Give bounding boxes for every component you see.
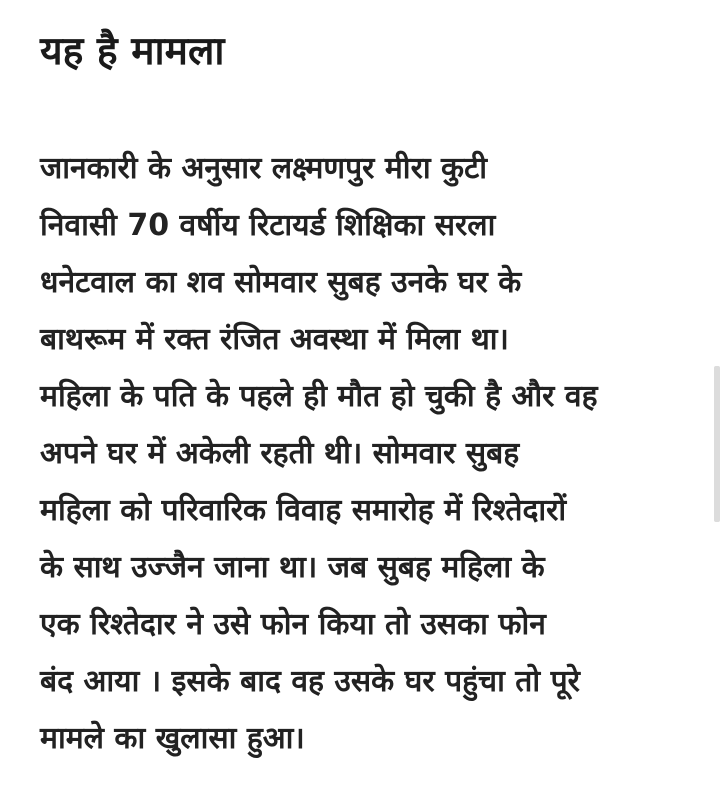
paragraph-line: निवासी 70 वर्षीय रिटायर्ड शिक्षिका सरला: [40, 208, 496, 243]
scrollbar-thumb[interactable]: [714, 366, 720, 522]
article-paragraph: [40, 140, 695, 767]
paragraph-line: जानकारी के अनुसार लक्ष्मणपुर मीरा कुटी: [40, 151, 487, 186]
paragraph-line: महिला के पति के पहले ही मौत हो चुकी है और वह: [40, 379, 598, 414]
paragraph-line: एक रिश्तेदार ने उसे फोन किया तो उसका फोन: [40, 607, 546, 642]
paragraph-line: बाथरूम में रक्त रंजित अवस्था में मिला था।: [40, 322, 509, 357]
paragraph-line: मामले का खुलासा हुआ।: [40, 721, 305, 756]
paragraph-line: बंद आया । इसके बाद वह उसके घर पहुंचा तो पूरे: [40, 664, 580, 699]
paragraph-line: के साथ उज्जैन जाना था। जब सुबह महिला के: [40, 550, 545, 585]
paragraph-line: अपने घर में अकेली रहती थी। सोमवार सुबह: [40, 436, 520, 471]
paragraph-line: महिला को परिवारिक विवाह समारोह में रिश्तेदारों: [40, 493, 567, 528]
paragraph-line: धनेटवाल का शव सोमवार सुबह उनके घर के: [40, 265, 522, 300]
article-heading: यह है मामला: [40, 29, 225, 74]
